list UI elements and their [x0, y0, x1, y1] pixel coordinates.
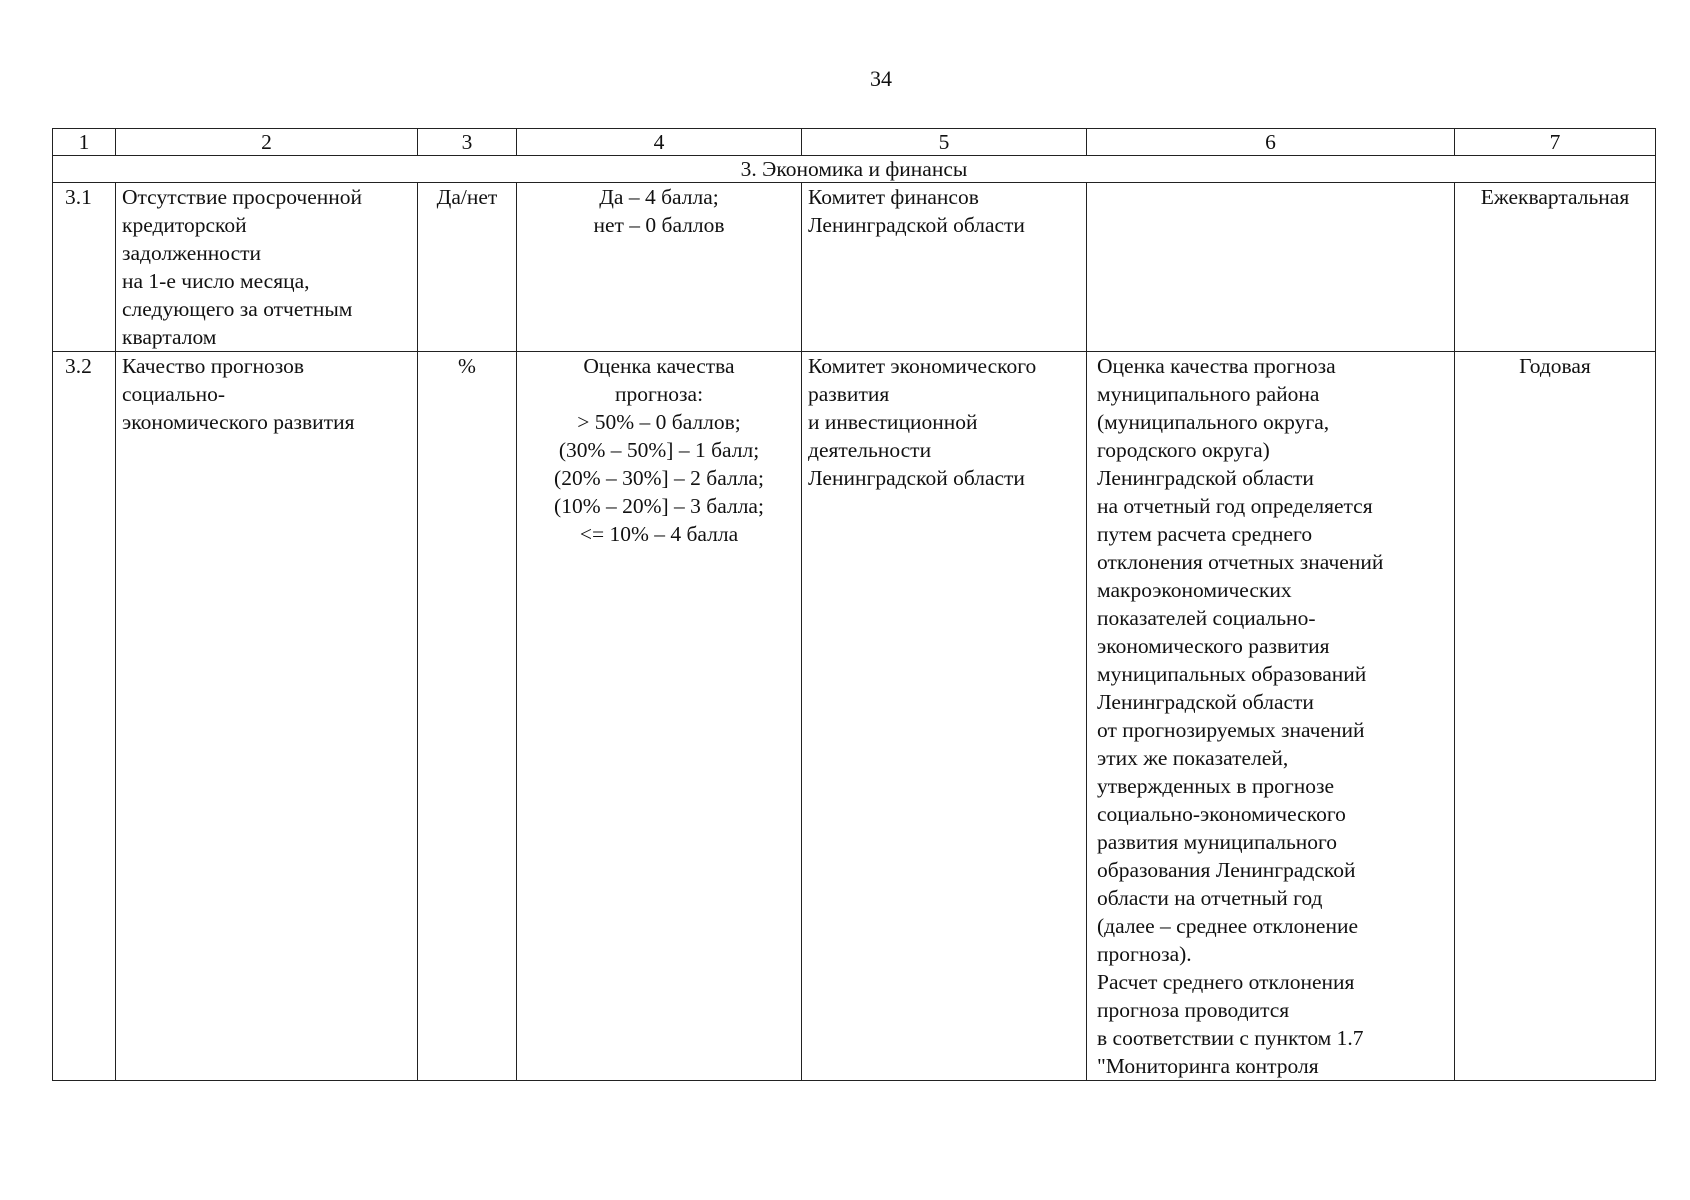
- method-cell: Оценка качества прогноза муниципального района (муниципального округа, городского округа) Ленинградской области на отчетный год определяется путем расчета среднего отклонения отчетных значений макроэкономических показателей социально- экономического развития муниципальных образований Ленинградской области от прогнозируемых значений этих же показателей, утвержденных в прогнозе социально-экономического развития муниципального образования Ленинградской области на отчетный год (далее – среднее отклонение прогноза). Расчет среднего отклонения прогноза проводится в соответствии с пунктом 1.7 "Мониторинга контроля: [1087, 352, 1455, 1081]
- indicator-cell: Качество прогнозов социально- экономического развития: [116, 352, 418, 1081]
- section-title: 3. Экономика и финансы: [53, 156, 1656, 183]
- column-header-row: [53, 129, 1656, 156]
- indicators-table: [52, 128, 1656, 1081]
- periodicity-cell: Ежеквартальная: [1455, 183, 1656, 352]
- indicator-cell: Отсутствие просроченной кредиторской задолженности на 1-е число месяца, следующего за отчетным кварталом: [116, 183, 418, 352]
- responsible-cell: Комитет финансов Ленинградской области: [802, 183, 1087, 352]
- section-row: [53, 156, 1656, 183]
- column-header: 4: [517, 129, 802, 156]
- column-header: 2: [116, 129, 418, 156]
- row-number: 3.2: [53, 352, 116, 1081]
- column-header: 6: [1087, 129, 1455, 156]
- row-number: 3.1: [53, 183, 116, 352]
- responsible-cell: Комитет экономического развития и инвестиционной деятельности Ленинградской области: [802, 352, 1087, 1081]
- scoring-cell: Оценка качества прогноза: > 50% – 0 баллов; (30% – 50%] – 1 балл; (20% – 30%] – 2 балла; (10% – 20%] – 3 балла; <= 10% – 4 балла: [517, 352, 802, 1081]
- table-row: [53, 183, 1656, 352]
- scoring-cell: Да – 4 балла; нет – 0 баллов: [517, 183, 802, 352]
- column-header: 7: [1455, 129, 1656, 156]
- periodicity-cell: Годовая: [1455, 352, 1656, 1081]
- unit-cell: Да/нет: [418, 183, 517, 352]
- column-header: 5: [802, 129, 1087, 156]
- page-number: 34: [870, 66, 892, 91]
- method-cell: [1087, 183, 1455, 352]
- unit-cell: %: [418, 352, 517, 1081]
- column-header: 3: [418, 129, 517, 156]
- table-row: [53, 352, 1656, 1081]
- column-header: 1: [53, 129, 116, 156]
